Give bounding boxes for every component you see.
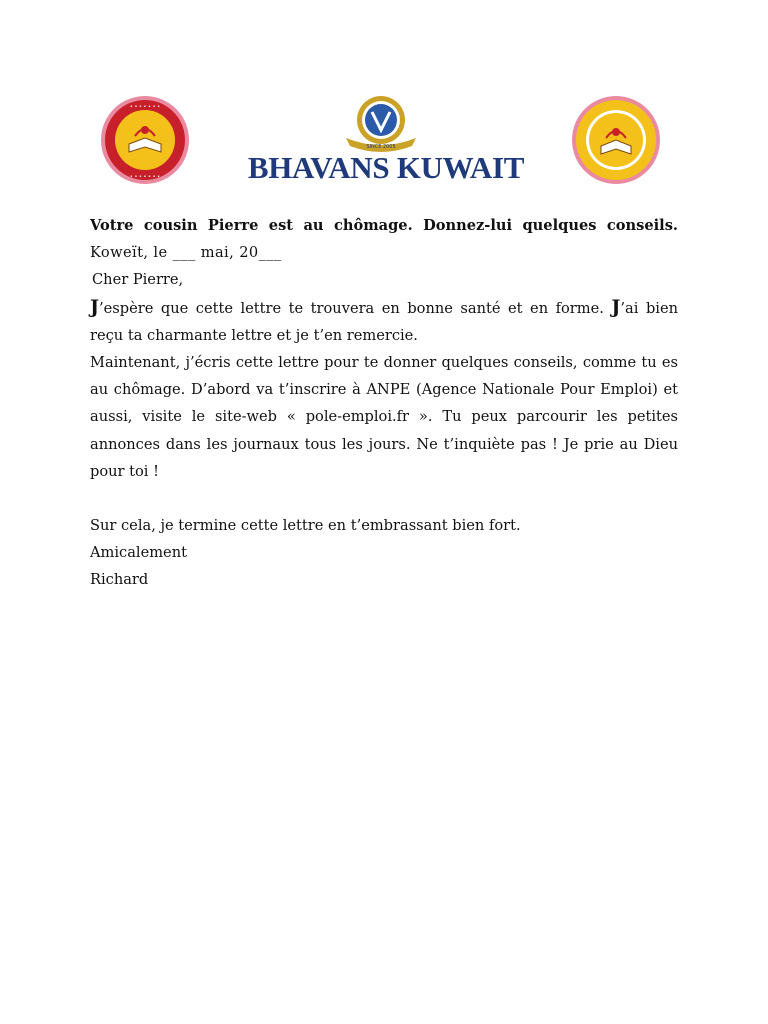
svg-text:• • • • • • •: • • • • • • •: [129, 104, 161, 110]
letter-body: [90, 212, 678, 594]
school-name: BHAVANS KUWAIT: [247, 150, 525, 185]
paragraph-greeting-text-1: ’espère que cette lettre te trouvera en bonne santé et en forme.: [99, 299, 612, 317]
paragraph-advice: Maintenant, j’écris cette lettre pour te donner quelques conseils, comme tu es au chômage. D’abord va t’inscrire à ANPE (Agence Nationale Pour Emploi) et aussi, visite le site-web « pole-emploi.fr ». Tu peux parcourir les petites annonces dans les journaux tous les jours. Ne t’inquiète pas ! Je prie au Dieu pour toi !: [90, 354, 678, 480]
salutation: Cher Pierre,: [92, 271, 184, 289]
paragraph-greeting: [90, 294, 678, 349]
signature: Richard: [90, 571, 149, 589]
svg-text:• • • • • • •: • • • • • • •: [129, 174, 161, 180]
assignment-question: Votre cousin Pierre est au chômage. Donnez-lui quelques conseils.: [90, 217, 678, 234]
closing-sentence: Sur cela, je termine cette lettre en t’embrassant bien fort.: [90, 517, 521, 535]
crest-ribbon-text: SINCE 2005: [366, 144, 396, 150]
paragraph-greeting-text-2: ’ai bien reçu ta charmante lettre et je t’en remercie.: [90, 299, 678, 344]
date-line: Koweït, le ___ mai, 20___: [90, 244, 282, 262]
letterhead: [0, 0, 768, 200]
school-crest: [344, 94, 418, 156]
dropcap-letter: J: [611, 295, 621, 318]
signoff: Amicalement: [90, 544, 187, 562]
dropcap-letter: J: [90, 295, 99, 318]
paragraph-spacer: [90, 485, 678, 512]
